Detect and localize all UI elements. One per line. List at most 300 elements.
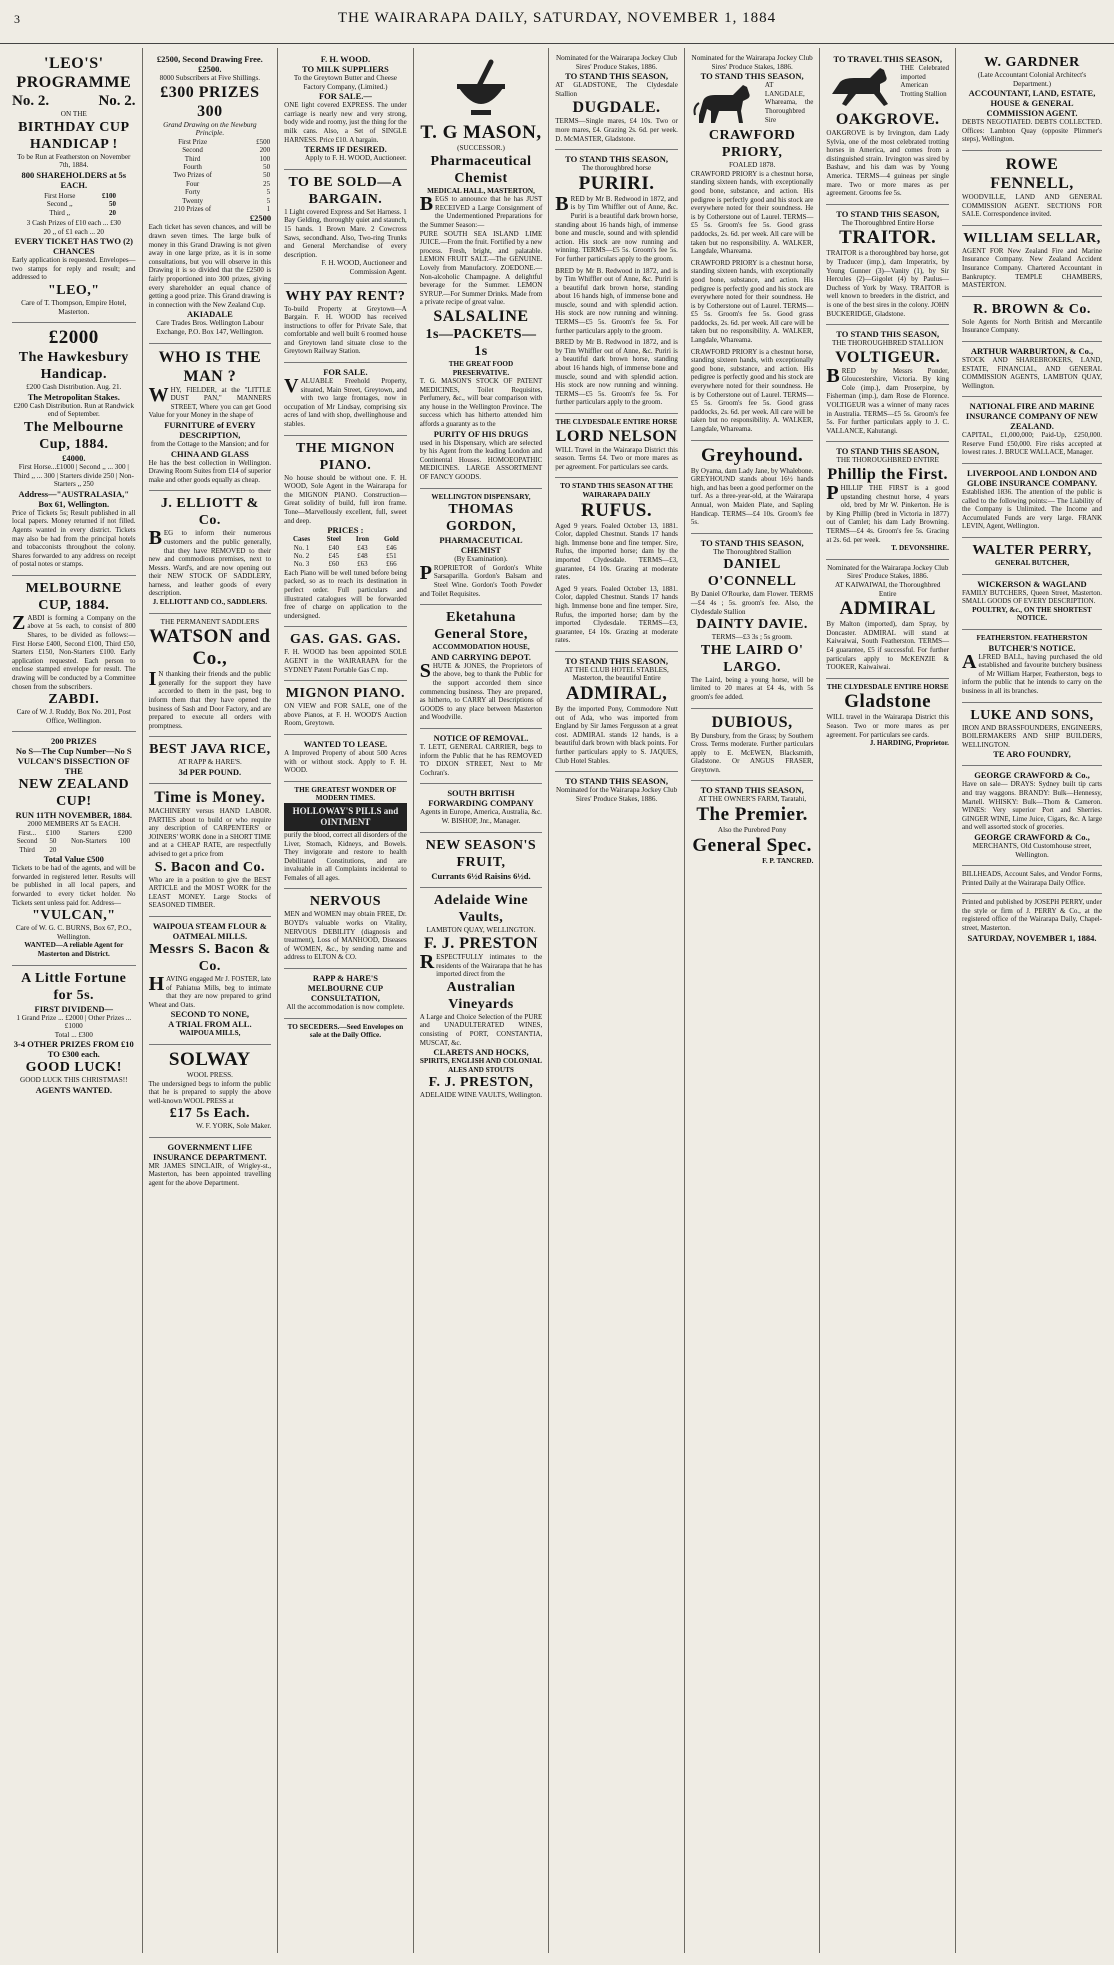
ad-heading: SOLWAY [168,1048,251,1070]
nervous-ad [284,889,407,969]
rapp-hare-cup-ad [284,969,407,1019]
ad-heading: R. BROWN & Co. [973,301,1091,317]
dugdale-ad [555,50,678,150]
ad-text: Care of W. G. C. BURNS, Box 67, P.O., Wellington. [15,924,132,941]
ad-text: AGENTS WANTED. [35,1084,112,1095]
ad-body: CRAWFORD PRIORY is a chestnut horse, standing sixteen hands, with exceptionally good bone, substance, and action. His pedigree is perfectly good and his stock are everywhere noted for their soundness. He is by Cotherstone out of Laurel. TERMS—£5 5s. Groom's fee 5s. Good grass paddocks, 2s. 6d. per week. All care will be taken but no responsibility. A. WALKER, Langdale, Whareama. [690,347,814,433]
ad-heading: WANTED TO LEASE. [303,738,388,749]
masthead [0,0,1114,44]
ad-text: To the Greytown Butter and Cheese Factory Company, (Limited.) [293,74,397,91]
ad-body: IRON AND BRASSFOUNDERS, ENGINEERS, BOILERMAKERS AND SHIP BUILDERS, WELLINGTON. [962,723,1102,749]
ad-body: Each ticket has seven chances, and will be drawn seven times. The large bulk of money in this Grand Drawing is not given away in one large prize, as it is in some consultations, but you will observe in this Drawing it is so divided that the £2500 is fairly proportioned into 300 prizes, giving every shareholder an equal chance of getting a good prize. This Grand drawing is in connection with the New Zealand Cup. [148,223,272,309]
ad-subheading: Pharmaceutical Chemist [430,153,532,186]
ad-text: SECOND TO NONE, [170,1009,250,1020]
ad-body: IN thanking their friends and the public generally for the support they have accorded to them in the past, beg to inform them that they have opened the business of Sash and Door Factory, and are prepared to execute all orders with promptness. [148,668,272,730]
ad-heading: FEATHERSTON. FEATHERSTON [976,634,1088,642]
ad-heading: NERVOUS [309,894,382,910]
ad-heading: J. ELLIOTT & Co. [160,496,259,529]
prize-table: First Horse £100 Second ,, 50 Third ,, 20 [44,191,117,217]
solway-ad [149,1045,272,1138]
elliott-ad [149,491,272,613]
ad-subheading: THE LAIRD O' LARGO. [700,642,804,675]
ad-signature: AKIADALE [186,309,233,320]
national-insurance-ad [962,397,1102,464]
ad-text: TERMS—£3 3s ; 5s groom. [711,633,793,642]
price-table: Cases Steel Iron Gold No. 1 £40 £43 £46 No. 2 £45 £48 £51 No. 3 £60 £63 £66 [292,535,399,569]
ad-subheading: PURIRI. [578,172,655,194]
ad-subheading: Currants 6½d Raisins 6½d. [431,870,531,881]
seed-envelopes-ad [284,1019,407,1046]
ad-text: All the accommodation is now complete. [286,1003,405,1012]
ad-text: 8000 Subscribers at Five Shillings. [159,74,261,82]
ad-text: Total Value £500 [43,854,104,865]
ad-subheading: £300 PRIZES 300 [160,83,260,120]
ad-body: He has the best collection in Wellington. Drawing Room Suites from £14 of superior make and other goods equally as cheap. [148,458,272,484]
ad-body: A Improved Property of about 500 Acres with or without stock. Apply to F. H. WOOD. [284,748,407,775]
ad-subheading: AND CARRYING DEPOT. [431,651,531,662]
oakgrove-ad [826,50,949,205]
bargain-ad [284,170,407,284]
ad-text: WOOL PRESS. [186,1070,233,1079]
ad-body: By Daniel O'Rourke, dam Flower. TERMS —£4 4s ; 5s. groom's fee. Also, the Clydesdale Stallion [690,590,814,616]
ad-text: AT THE CLUB HOTEL STABLES, Masterton, the beautiful Entire [564,665,669,683]
ad-text: WANTED—A reliable Agent for Masterton and District. [24,941,124,958]
ad-text: TERMS IF DESIRED. [304,144,387,155]
mignon-view-ad [284,681,407,735]
ad-signature: Apply to F. H. WOOD, Auctioneer. [304,154,407,163]
ad-subheading: The Hawkesbury Handicap. [18,350,129,383]
ad-heading: 'LEO'S' PROGRAMME [16,55,132,91]
ad-body: BRED by Mr B. Redwood in 1872, and is by Tim Whiffler out of Anne, &c. Puriri is a beautiful dark brown horse, standing about 16 hands high, of immense bone and muscle, sound and with splendid action. His stock are now running and winning. TERMS—£5 5s. Groom's fee 5s. For further particulars apply to the groom. [555,192,678,263]
ad-body: Each Piano will be well tuned before being packed, so as to reach its destination in perfect order. Full particulars and illustrated catalogues will be forwarded free of charge on application to the undersigned. [284,568,407,620]
ad-heading: TO BE SOLD—A BARGAIN. [288,174,403,207]
ad-subheading: 1s—PACKETS—1s [425,326,537,359]
ad-heading: TO STAND THIS SEASON, [700,71,804,82]
ad-text: (SUCCESSOR.) [457,144,505,152]
ad-text: AT THE OWNER'S FARM, Taratahi, [698,795,807,804]
ad-text: WAIPOUA MILLS, [179,1029,241,1038]
ad-body: MEN and WOMEN may obtain FREE, Dr. BOYD's valuable works on Vitality, NERVOUS DEBILITY (diagnosis and treatment), Loss of MANHOOD, Diseases of WOMEN, &c., by sending name and address to ELTON & CO. [284,910,407,962]
ad-heading: ROWE FENNELL, [990,155,1074,192]
ad-heading: THE GREATEST WONDER OF MODERN TIMES. [294,785,397,803]
ad-body: AT GLADSTONE, The Clydesdale Stallion [555,81,678,98]
ad-subheading: ACCOUNTANT, LAND, ESTATE, HOUSE & GENERAL COMMISSION AGENT. [968,88,1096,119]
ad-body: By the imported Pony, Commodore Nutt out of Ada, who was imported from England by Sir James Fergusson at a great cost. ADMIRAL stands 12 hands, is a beautiful dark brown with black points. For further particulars apply to S. JAQUES, Club Hotel Stables. [555,705,678,765]
ad-text: CLARETS AND HOCKS, [433,1047,529,1058]
ad-text: The Thoroughbred Stallion [713,547,792,556]
ad-heading: Time is Money. [154,789,266,806]
ad-chances: EVERY TICKET HAS TWO (2) CHANCES [14,236,133,257]
ad-text: FURNITURE of EVERY DESCRIPTION, [164,419,256,440]
ad-signature: F. P. TANCRED. [762,856,814,865]
ad-heading: WILLIAM SELLAR, [963,230,1101,246]
admiral-pony-ad [555,652,678,772]
billheads-ad [962,866,1102,894]
prize-table: First Prize £500 Second 200 Third 100 Fourth 50 Two Prizes of 50 Four 25 Forty 5 Twenty 5 210 Prizes of 1 [173,137,271,214]
ad-text: FOALED 1878. [728,161,776,170]
why-pay-rent-ad [284,284,407,364]
columns [6,48,955,1953]
ad-on-the: ON THE [60,110,87,118]
horse-icon [691,81,761,125]
grand-drawing-ad [149,50,272,344]
greyhound-ad [691,441,814,534]
ad-body: The undersigned begs to inform the public that he is prepared to supply the above well-known WOOL PRESS at [148,1079,272,1105]
ad-heading: WAIPOUA STEAM FLOUR & OATMEAL MILLS. [152,920,267,941]
ad-body: Tickets to be had of the agents, and will be forwarded in registered letter. Results will be published in all local papers, and forwarded to every ticket holder. No Tickets sent unless paid for. Address— [12,864,136,907]
ad-number-right: No. 2. [98,93,136,109]
ad-body: BRED by Mr B. Redwood in 1872, and is by Tim Whiffler out of Anne, &c. Puriri is a beautiful dark brown horse, standing about 16 hands high, of immense bone and muscle, sound and with splendid action. His stock are now running and winning. TERMS—£5 5s. Groom's fee 5s. For further particulars apply to the groom. [555,266,678,335]
luke-sons-ad [962,703,1102,767]
ad-body: ONE light covered EXPRESS. The under carriage is nearly new and very strong, body wide and roomy, just the thing for the milk cans. Also, a Set of SINGLE HARNESS. Price £10. A bargain. [284,101,407,144]
warburton-ad [962,342,1102,397]
melbourne-cup-ad [12,576,136,733]
ad-subheading: DANIEL O'CONNELL [707,557,797,590]
ad-subheading: NEW ZEALAND CUP! [18,777,130,810]
ad-heading: 200 PRIZES [50,736,97,747]
ad-body: ALFRED BALL, having purchased the old established and favourite butchery business of Mr William Harper, Featherston, begs to inform the public that he intends to carry on the business in all its branches. [962,650,1102,695]
ad-heading: WHY PAY RENT? [285,288,406,304]
ad-text: THE GREAT FOOD PRESERVATIVE. [448,359,514,377]
ad-heading: TO STAND THIS SEASON, [565,776,669,787]
ad-heading: DUBIOUS, [711,713,793,731]
ad-heading: GOVERNMENT LIFE INSURANCE DEPARTMENT. [153,1141,267,1162]
ad-body: TERMS—Single mares, £4 10s. Two or more mares, £4. Grazing 2s. 6d. per week. D. McMASTER, Gladstone. [555,117,678,143]
ad-text: 3d PER POUND. [178,767,242,777]
masthead-title: THE WAIRARAPA DAILY, SATURDAY, NOVEMBER 1, 1884 [337,10,777,26]
mason-chemist-ad [420,50,543,489]
ad-body: WILL travel in the Wairarapa District this Season. Two or more mares as per agreement. For particulars see cards. [826,713,949,739]
ad-body: Who are in a position to give the BEST ARTICLE and the MOST WORK for the LEAST MONEY. Large Stocks of SEASONED TIMBER. [148,875,272,910]
ad-body: BRED by Messrs Ponder, Gloucestershire, Victoria. By king Cole (imp.), dam Proserpine, by Fisherman (imp.), dam Rose de Florence. VOLTIGEUR was a winner of many races in Australia. TERMS—£5 5s. Groom's fee 5s. For further particulars apply to J. C. VALLANCE, Kahutangi. [826,364,949,435]
ad-body: T. G. MASON'S STOCK OF PATENT MEDICINES, Toilet Requisites, Perfumery, &c., will bear comparison with any house in the Wellington Province. The success which has hitherto attended him affords a guaranty as to the [419,377,543,429]
column-4 [413,48,549,1953]
ad-heading: £2500, Second Drawing Free. £2500. [156,54,263,74]
ad-heading: TO STAND THIS SEASON AT THE WAIRARAPA DAILY [560,482,673,499]
ad-heading: TO TRAVEL THIS SEASON, [833,54,942,64]
ad-heading: NOTICE OF REMOVAL. [433,732,529,743]
ad-subheading: GOOD LUCK! [25,1060,122,1076]
ad-body: WOODVILLE, LAND AND GENERAL COMMISSION AGENT. SECTIONS FOR SALE. Correspondence invited. [962,192,1102,219]
ad-text: A TRIAL FROM ALL. [168,1019,252,1030]
wanted-lease-ad [284,735,407,782]
ad-text: 3 Cash Prizes of £10 each ... £30 [26,219,121,227]
ad-subheading: FIRST DIVIDEND— [34,1003,114,1014]
ad-subheading: Australian Vineyards [446,979,516,1012]
ad-heading: MELBOURNE CUP, 1884. [25,580,122,613]
ad-heading: THE CLYDESDALE ENTIRE HORSE [555,418,678,426]
ad-body: CRAWFORD PRIORY is a chestnut horse, standing sixteen hands, with exceptionally good bone, substance, and action. His pedigree is perfectly good and his stock are everywhere noted for their soundness. He is by Cotherstone out of Laurel. TERMS—£5 5s. Groom's fee 5s. Good grass paddocks, 2s. 6d. per week. All care will be taken but no responsibility. A. WALKER, Langdale, Whareama. [690,258,814,345]
ad-signature: F. H. WOOD, Auctioneer and Commission Agent. [321,259,407,276]
removal-notice-ad [420,729,543,784]
milk-suppliers-ad [284,50,407,170]
ad-heading: WICKERSON & WAGLAND [977,578,1087,589]
column-2 [142,48,278,1953]
ad-subheading: TE ARO FOUNDRY, [993,749,1071,760]
ad-text: Agents in Europe, America, Australia, &c. W. BISHOP, Jnr., Manager. [420,808,542,825]
gladstone-ad [826,679,949,754]
consultation-ad [12,323,136,576]
ad-heading: GAS. GAS. GAS. [289,632,401,648]
ad-subheading: DUGDALE. [572,99,661,117]
ad-signature: T. DEVONSHIRE. [891,544,949,553]
ad-text: THE PERMANENT SADDLERS [160,617,260,626]
ad-text: 20 ,, of £1 each ... 20 [43,227,105,236]
forwarding-ad [420,784,543,832]
ad-heading: Greyhound. [700,444,804,466]
ad-body: OAKGROVE is by Irvington, dam Lady Sylvia, one of the most celebrated trotting horses in America, and comes from a distinguished strain. Irvington was sired by Bashaw, and his dam was by Young America. TERMS—4 guineas per single mare. Two or more mares as per agreement. Grooms fee 5s. [826,129,949,198]
featherston-butcher-ad [962,630,1102,703]
ad-body: 1 Light covered Express and Set Harness. 1 Bay Gelding, thoroughly quiet and staunch, 15 hands. 1 Brown Mare. 2 Cowcross Saws, secondhand. Also, Two-ring Trunks and General Merchandise of every description. [284,207,407,259]
ad-text: First Horse...£1000 | Second ,, ... 300 | Third ,, ... 300 | Starters divide 250 | Non-Starters ,, 250 [13,462,134,489]
ad-text: Grand Drawing on the Newburg Principle. [163,120,257,138]
ad-subheading: CRAWFORD PRIORY, [708,128,796,161]
ad-heading: A Little Fortune for 5s. [21,970,127,1003]
ad-body: BEGS to announce that he has JUST RECEIVED a Large Consignment of the Undermentioned Preparations for the Summer Season:— [419,193,543,229]
ad-body: F. H. WOOD has been appointed SOLE AGENT in the WAIRARAPA for the SYDNEY Patent Portable Gas C mp. [284,648,407,674]
ad-body: MR JAMES SINCLAIR, of Wrigley-st., Masterton, has been appointed travelling agent for the above Department. [148,1161,272,1188]
gas-ad [284,627,407,681]
gordon-chemist-ad [420,489,543,606]
column-7 [819,48,955,1953]
ad-body: BRED by Mr B. Redwood in 1872, and is by Tim Whiffler out of Anne, &c. Puriri is a beautiful dark brown horse, standing about 16 hands high, of immense bone and muscle, sound and with splendid action. His stock are now running and winning. TERMS—£5 5s. Groom's fee 5s. For further particulars apply to the groom. [555,338,678,407]
ad-body: SHUTE & JONES, the Proprietors of the above, beg to thank the Public for the support accorded them since commencing business. They are prepared, as hitherto, to CARRY all Descriptions of GOODS to any place between Masterton and Woodville. [419,659,543,722]
brown-ad [962,297,1102,342]
ad-subheading: GEORGE CRAWFORD & Co., [974,831,1090,842]
mignon-piano-ad [284,436,407,628]
ad-text: POULTRY, &c., ON THE SHORTEST NOTICE. [972,605,1092,623]
ad-text: Address—"AUSTRALASIA," Box 61, Wellington. [18,488,130,509]
ad-body: AT LANGDALE, Whareama, the Thoroughbred Sire [764,81,814,124]
ad-body: PURE SOUTH SEA ISLAND LIME JUICE.—From the fruit. Fortified by a new process. Fresh, bright, and palatable. LEMON FRUIT SALT.—The GENUINE. Lovely from Manufactory. ZOEDONE.—Non-alcoholic Champagne. A delightful beverage for the Summer. LEMON SYRUP.—For Summer Drinks. Made from a private recipe of great value. [419,229,543,307]
ad-text: £200 Cash Distribution. Run at Randwick end of September. [13,401,135,419]
ad-subheading: OAKGROVE. [835,111,940,128]
ad-heading: LIVERPOOL AND LONDON AND GLOBE INSURANCE COMPANY. [966,468,1098,489]
fielder-ad [149,344,272,492]
ad-body: used in his Dispensary, which are selected by his Agent from the leading London and Continental Houses. HOMOEOPATHIC MEDICINES. LARGE ASSORTMENT OF FANCY GOODS. [419,438,543,482]
ad-text: ADELAIDE WINE VAULTS, Wellington. [419,1091,543,1100]
ad-body: By Malton (imported), dam Spray, by Doncaster. ADMIRAL will stand at Kaiwaiwai, South Featherston. TERMS—£4 guarantee, £5 if successful. For further particulars apply to McKENZIE & TOOKER, Kaiwaiwai. [826,620,949,672]
ad-heading: TO SECEDERS.—Seed Envelopes on sale at the Daily Office. [287,1022,404,1040]
ad-text: Nominated for the Wairarapa Jockey Club Sires' Produce Stakes, 1886. [555,54,678,71]
ad-text: MERCHANTS, Old Customhouse street, Wellington. [972,841,1092,859]
ad-subheading: HOLLOWAY'S PILLS and OINTMENT [284,803,407,831]
ad-subheading: THOMAS GORDON, [445,502,516,535]
ad-heading: TO STAND THIS SEASON, [836,446,940,457]
premier-ad [691,781,814,871]
ad-body: T. LETT, GENERAL CARRIER, begs to inform the Public that he has REMOVED TO DIXON STREET, Next to Mr Cochran's. [419,742,543,777]
dubious-ad [691,709,814,782]
ad-body: CAPITAL, £1,000,000; Paid-Up, £250,000. Reserve Fund £50,000. Fire risks accepted at lowest rates. J. BRUCE WALLACE, Manager. [962,431,1102,457]
ad-subheading: BUTCHER'S NOTICE. [988,642,1076,653]
ad-subheading: The Melbourne Cup, 1884. [24,419,124,452]
ad-text: Total ... £300 [54,1030,93,1039]
ad-heading: LUKE AND SONS, [970,707,1094,723]
imprint-text: Printed and published by JOSEPH PERRY, under the style or firm of J. PERRY & Co., at the registered office of the Wairarapa Daily, Chapel-street, Masterton. [962,898,1102,933]
ad-body: By Dunsbury, from the Grass; by Southern Cross. Terms moderate. Further particulars apply to E. McEWEN, Blacksmith, Gladstone. Or ANGUS FRASER, Greytown. [690,731,814,774]
ad-heading: Adelaide Wine Vaults, [433,892,529,925]
ad-subheading: The Premier. [696,804,808,826]
ad-heading: Eketahuna General Store, [434,610,528,643]
ad-body: Have on sale— DRAYS: Sydney built tip carts and tray waggons. BRANDY: Bulk—Hennessy, Martell. WHISKY: Bulk—Thom & Cameron. WINES: Very superior Port and Sherries. GINGER WINE, Lime Juice, Cigars, &c. A large and well assorted stock of groceries. [962,780,1102,832]
ad-subheading: DAINTY DAVIE. [696,617,808,633]
voltigeur-ad [826,325,949,442]
little-fortune-ad [12,966,136,1101]
time-is-money-ad [149,784,272,917]
traitor-ad [826,205,949,325]
ad-text: 1 Grand Prize ... £2000 | Other Prizes ... £1000 [16,1013,132,1031]
ad-body: STOCK AND SHAREBROKERS, LAND, ESTATE, FINANCIAL, AND GENERAL COMMISSION AGENTS, LAMBTON QUAY, Wellington. [962,355,1102,390]
ad-body: RESPECTFULLY intimates to the residents of the Wairarapa that he has imported direct from the [419,951,543,979]
ad-subheading: General Spec. [692,834,812,856]
ad-body: BILLHEADS, Account Sales, and Vendor Forms, Printed Daily at the Wairarapa Daily Office. [962,870,1102,887]
eketahuna-store-ad [420,605,543,729]
ad-price: £17 5s Each. [169,1106,250,1122]
ad-subheading: The Metropolitan Stakes. [27,391,120,402]
for-sale-ad [284,363,407,436]
ad-heading: MIGNON PIANO. [285,686,406,702]
ad-body: FAMILY BUTCHERS, Queen Street, Masterton. SMALL GOODS OF EVERY DESCRIPTION. [962,588,1102,606]
ad-body: HAVING engaged Mr J. FOSTER, late of Pahiatua Mills, beg to intimate that they are now prepared to grind Wheat and Oats. [148,972,272,1009]
trotting-horse-icon [826,64,896,108]
ad-text: Care of W. J. Ruddy, Box No. 201, Post Office, Wellington. [16,708,131,725]
ad-heading: WELLINGTON DISPENSARY, [431,492,531,501]
ad-subheading: ADMIRAL [839,598,936,620]
ad-heading: NATIONAL FIRE AND MARINE INSURANCE COMPANY OF NEW ZEALAND. [965,401,1099,432]
ad-number-left: No. 2. [12,93,50,109]
ad-text: PHARMACEUTICAL CHEMIST [439,535,523,556]
column-5 [548,48,684,1953]
watson-ad [149,614,272,738]
wickerson-ad [962,575,1102,630]
ad-text: CHINA AND GLASS [170,448,249,459]
ad-subheading: LORD NELSON [555,427,678,445]
ad-heading: T. G MASON, [420,122,542,143]
ad-heading: W. GARDNER [984,55,1080,70]
ad-body: Established 1836. The attention of the public is called to the following points:— The Liability of the Company is Unlimited. The Income and Accumulated Funds are very large. FRANK LEVIN, Agent, Wellington. [962,488,1102,531]
vulcan-ad [12,732,136,965]
ad-heading: BEST JAVA RICE, [149,742,271,758]
ad-text: THE THOROUGHBRED ENTIRE [836,456,939,465]
ad-body: DEBTS NEGOTIATED. DEBTS COLLECTED. Offices: Lambton Quay (opposite Plimmer's steps), Wellington. [962,118,1102,144]
ad-subheading: F. J. PRESTON [423,935,539,953]
ad-total: £2500 [249,213,272,224]
ad-text: £4000. [62,452,86,463]
ad-text: Care Trades Bros. Wellington Labour Exchange, P.O. Box 147, Wellington. [156,319,264,336]
daniel-oconnell-ad [691,534,814,709]
ad-subheading: VOLTIGEUR. [835,348,941,366]
ad-text: Nominated for the Wairarapa Jockey Club Sires' Produce Stakes, 1886. [691,54,813,71]
gardner-ad [962,50,1102,151]
ad-text: No S—The Cup Number—No S [15,746,132,757]
ad-subheading: Phillip the First. [827,466,948,484]
ad-text: Nominated for the Wairarapa Jockey Club Sires' Produce Stakes, 1886. [827,563,949,581]
ad-text: FOR SALE.— [318,91,372,102]
page-number: 3 [14,12,21,26]
ad-heading: TO STAND THIS SEASON, [836,208,940,219]
crawford-priory-ad [691,50,814,441]
ad-heading: FOR SALE. [323,367,368,378]
ad-heading: F. H. WOOD. [320,54,371,64]
ad-heading: WALTER PERRY, [972,543,1092,559]
ad-subheading: Messrs S. Bacon & Co. [149,941,271,974]
column-1 [6,48,142,1953]
ad-text: 2000 MEMBERS AT 5s EACH. [27,820,121,829]
ad-body: Aged 9 years. Foaled October 13, 1881. Color, dappled Chestnut. Stands 17 hands high. Immense bone and fine temper. Sire, Rufus, the imported horse; dam by the imported Clydesdale. TERMS—£3, guarantee, £4 10s. Grazing at moderate rates. [555,584,678,645]
ad-heading: GEORGE CRAWFORD & Co., [974,770,1090,781]
ad-heading: TO STAND THIS SEASON, [700,537,804,548]
ad-signature: J. HARDING, Proprietor. [869,739,949,748]
ad-heading: WHO IS THE MAN ? [158,348,262,385]
ad-body: PHILLIP THE FIRST is a good upstanding chestnut horse, 4 years old, bred by Mr W. Pinkerton. He is by King Phillip (bred in Victoria in 1877) out of Camlet; his dam Lady Browning. TERMS—£4 4s. Groom's fee 5s. Gracing at 2s. 6d. per week. [826,482,949,544]
ad-heading: TO STAND THIS SEASON, [700,785,804,796]
ad-text: RUN 11TH NOVEMBER, 1884. [15,810,132,821]
ad-heading: WATSON and Co., [149,626,271,670]
ad-signature: "VULCAN," [32,908,116,924]
ad-text: PURITY OF HIS DRUGS [433,428,529,439]
ad-body: Price of Tickets 5s; Result published in all local papers. Money returned if not filled. Agents wanted in every district. Tickets may also be had from the principal hotels and tobacconists throughout the colony. Shares forwarded to any address on receipt of postal notes or stamps. [12,508,136,569]
imprint-date: SATURDAY, NOVEMBER 1, 1884. [967,932,1097,943]
ad-text: LAMBTON QUAY, WELLINGTON. [426,925,536,934]
ad-text: Care of T. Thompson, Empire Hotel, Masterton. [21,298,127,316]
ad-shares: 800 SHAREHOLDERS at 5s EACH. [21,169,127,190]
ad-body: To-build Property at Greytown—A Bargain. F. H. WOOD has received instructions to offer for Private Sale, that comfortable and well built 6 roomed house and Greytown land situate close to the Greytown Railway Station. [284,304,407,356]
ad-text: 3-4 OTHER PRIZES FROM £10 TO £300 each. [13,1039,134,1060]
mortar-and-pestle-icon [451,58,511,118]
insurance-ad [149,1138,272,1194]
ad-body: The Laird, being a young horse, will be limited to 20 mares at £4 4s, with 5s groom's fee added. [690,675,814,701]
waipoua-mills-ad [149,917,272,1045]
sellar-ad [962,226,1102,297]
ad-text: (Late Accountant Colonial Architect's Department.) [977,71,1087,88]
ad-signature: ZABDI. [48,692,100,708]
prize-table: First... £100 Starters £200 Second 50 Non-Starters 100 Third 20 [16,829,132,854]
ad-body: CRAWFORD PRIORY is a chestnut horse, standing sixteen hands, with exceptionally good bone, substance, and action. His pedigree is perfectly good and his stock are everywhere noted for their soundness. He is by Cotherstone out of Laurel. TERMS—£5 5s. Groom's fee 5s. Good grass paddocks, 2s. 6d. per week. All care will be taken but no responsibility. A. WALKER, Langdale, Whareama. [690,169,814,256]
ad-heading: TO STAND THIS SEASON, [565,154,669,165]
liverpool-insurance-ad [962,464,1102,538]
ad-signature: J. ELLIOTT AND CO., SADDLERS. [152,598,268,607]
ad-body: Sole Agents for North British and Mercantile Insurance Company. [962,317,1102,335]
column-6 [684,48,820,1953]
rufus-ad [555,478,678,652]
ad-body: THE Celebrated imported American Trotting Stallion [900,64,949,98]
ad-body: VALUABLE Freehold Property, situated, Main Street, Greytown, and with two large frontages, now in occupation of Mr Lindsay, comprising six acres of land with shop, dwellinghouse and stables. [284,375,407,429]
ad-heading: SOUTH BRITISH FORWARDING COMPANY [428,788,534,809]
ad-body: ON VIEW and FOR SALE, one of the above Pianos, at F. H. WOOD'S Auction Room, Greytown. [284,702,407,728]
ad-body: WHY, FIELDER, at the "LITTLE DUST PAN," MANNERS STREET, Where you can get Good Value for your Money in the shape of [148,383,272,420]
ad-body: ZABDI is forming a Company on the above at 5s each, to consist of 800 Shares, to be divided as follows:— First Horse £400, Second £100, Third £50, Starters £150, Non-Starters £100. Early application requested. Each person to enclose stamped envelope for result. The drawing will be conducted by a Committee chosen from the subscribers. [12,611,136,691]
ad-subheading: ADMIRAL, [565,683,668,705]
ad-heading: TO STAND THIS SEASON, [565,655,669,666]
ad-subheading: Gladstone [844,691,932,713]
perry-butcher-ad [962,538,1102,575]
ad-subheading: BIRTHDAY CUP HANDICAP ! [18,119,130,152]
puriri-ad [555,150,678,414]
ad-subheading: SALSALINE [433,307,529,325]
ad-text: To be Run at Featherston on November 7th, 1884. [17,152,131,170]
ad-heading: TO STAND THIS SEASON, [565,71,669,82]
ad-subheading: TO MILK SUPPLIERS [302,64,389,74]
ad-heading: THE MIGNON PIANO. [296,440,395,473]
ad-body: TRAITOR is a thoroughbred bay horse, got by Traducer (imp.), dam Imperatrix, by Young Gunner (3)—Vanity (1), by Sir Hercules (2)—Gigolet (4) by Paulus— Duchess of York by Waxy. TRAITOR is well known to breeders in the district, and is one of the best sires in the colony. JOHN BUCKERIDGE, Gladstone. [826,249,949,318]
ad-text: Early application is requested. Envelopes—two stamps for reply and result; and addressed to [12,256,136,282]
ad-text: from the Cottage to the Mansion; and for [150,439,269,448]
ad-text: £200 Cash Distribution. Aug. 21. [26,383,122,392]
ad-body: By Oyama, dam Lady Jane, by Whalebone. GREYHOUND stands about 16½ hands high, and has been a good performer on the turf. As a three-year-old, at the Wairarapa Annual, won Maiden Plate, and Sapling Handicap. TERMS—£4 10s. Groom's fee 5s. [690,466,814,527]
crawford-merchants-ad [962,766,1102,866]
ad-text: VULCAN'S DISSECTION OF THE [17,756,130,777]
java-rice-ad [149,737,272,784]
